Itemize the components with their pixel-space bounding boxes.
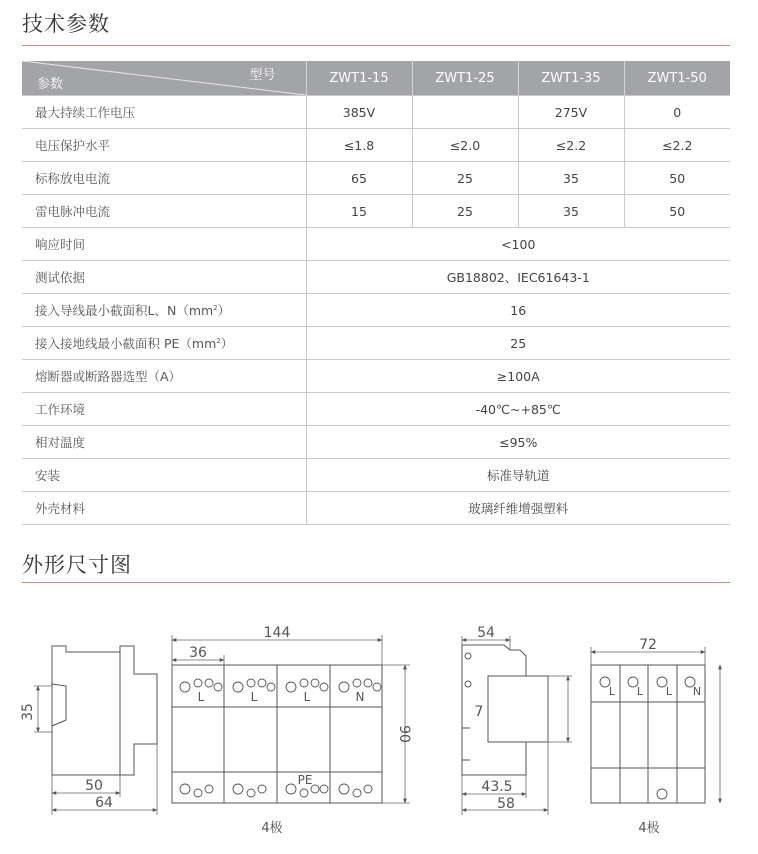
corner-param-label: 参数 [37, 77, 64, 92]
corner-model-label: 型号 [249, 68, 276, 83]
front-view-4p [172, 665, 382, 803]
param-value: 50 [624, 162, 730, 195]
param-value: 玻璃纤维增强塑料 [306, 492, 730, 525]
param-label: 测试依据 [22, 261, 306, 294]
param-value: ≤95% [306, 426, 730, 459]
param-value: ≤2.2 [518, 129, 624, 162]
pe-label: PE [297, 773, 313, 787]
param-value: 50 [624, 195, 730, 228]
param-value: 385V [306, 96, 412, 129]
param-value: 16 [306, 294, 730, 327]
pole-label: L [197, 690, 205, 704]
front-view-4p-terminals [180, 679, 381, 797]
param-value: GB18802、IEC61643-1 [306, 261, 730, 294]
front-view-2-dims [591, 647, 720, 803]
model-header: ZWT1-35 [518, 61, 624, 96]
dim-side2-inner: 7 [474, 704, 484, 720]
dim-side-height: 35 [20, 703, 36, 721]
param-value: ≥100A [306, 360, 730, 393]
model-header: ZWT1-50 [624, 61, 730, 96]
param-label: 工作环境 [22, 393, 306, 426]
param-label: 最大持续工作电压 [22, 96, 306, 129]
param-value: 275V [518, 96, 624, 129]
param-value: 标准导轨道 [306, 459, 730, 492]
pole-label: L [250, 690, 258, 704]
dim-side2-top: 54 [477, 625, 495, 641]
param-label: 响应时间 [22, 228, 306, 261]
param-value: 65 [306, 162, 412, 195]
pole-label: L [608, 685, 616, 698]
param-value: ≤2.0 [412, 129, 518, 162]
param-label: 相对温度 [22, 426, 306, 459]
param-label: 标称放电电流 [22, 162, 306, 195]
param-label: 安装 [22, 459, 306, 492]
pole-label: N [692, 685, 702, 698]
param-label-text: 接入接地线最小截面积 PE（mm [35, 336, 217, 351]
section-title-dimensions: 外形尺寸图 [22, 553, 132, 577]
dim-side2-depth: 58 [497, 796, 515, 812]
dim-front-pole-width: 36 [189, 645, 207, 661]
pole-label: L [665, 685, 673, 698]
section-title-specs: 技术参数 [22, 12, 110, 36]
side-view-1 [52, 646, 157, 775]
front-view-4p-dims [172, 635, 410, 803]
param-value: 0 [624, 96, 730, 129]
param-value: 25 [412, 162, 518, 195]
unit-superscript: 2 [216, 336, 221, 345]
dim-side2-depth-inner: 43.5 [481, 779, 513, 795]
param-label: 外壳材料 [22, 492, 306, 525]
param-value: 25 [306, 327, 730, 360]
param-value: 35 [518, 195, 624, 228]
unit-superscript: 2 [213, 303, 218, 312]
side-view-2-dims [462, 636, 572, 815]
dim-front-height: 90 [396, 725, 412, 743]
param-value: -40℃~+85℃ [306, 393, 730, 426]
param-value: 15 [306, 195, 412, 228]
dim-side-depth-inner: 50 [85, 778, 103, 794]
param-label: 雷电脉冲电流 [22, 195, 306, 228]
model-header: ZWT1-25 [412, 61, 518, 96]
param-value: 35 [518, 162, 624, 195]
dim-side-depth: 64 [95, 795, 113, 811]
pole-label: L [636, 685, 644, 698]
dim-front-width: 144 [263, 625, 291, 641]
front2-caption: 4极 [638, 821, 660, 836]
front-caption: 4极 [261, 821, 283, 836]
param-value: ≤2.2 [624, 129, 730, 162]
pole-label: L [303, 690, 311, 704]
param-value: 25 [412, 195, 518, 228]
pole-label: N [355, 690, 365, 704]
param-value: ≤1.8 [306, 129, 412, 162]
param-label-text: 接入导线最小截面积L、N（mm [35, 303, 214, 318]
param-label: 电压保护水平 [22, 129, 306, 162]
param-value: <100 [306, 228, 730, 261]
param-label: 熔断器或断路器选型（A） [22, 360, 306, 393]
model-header: ZWT1-15 [306, 61, 412, 96]
dim-front2-width: 72 [639, 637, 657, 653]
param-label-tail: ） [217, 303, 231, 318]
param-label-tail: ） [220, 336, 234, 351]
